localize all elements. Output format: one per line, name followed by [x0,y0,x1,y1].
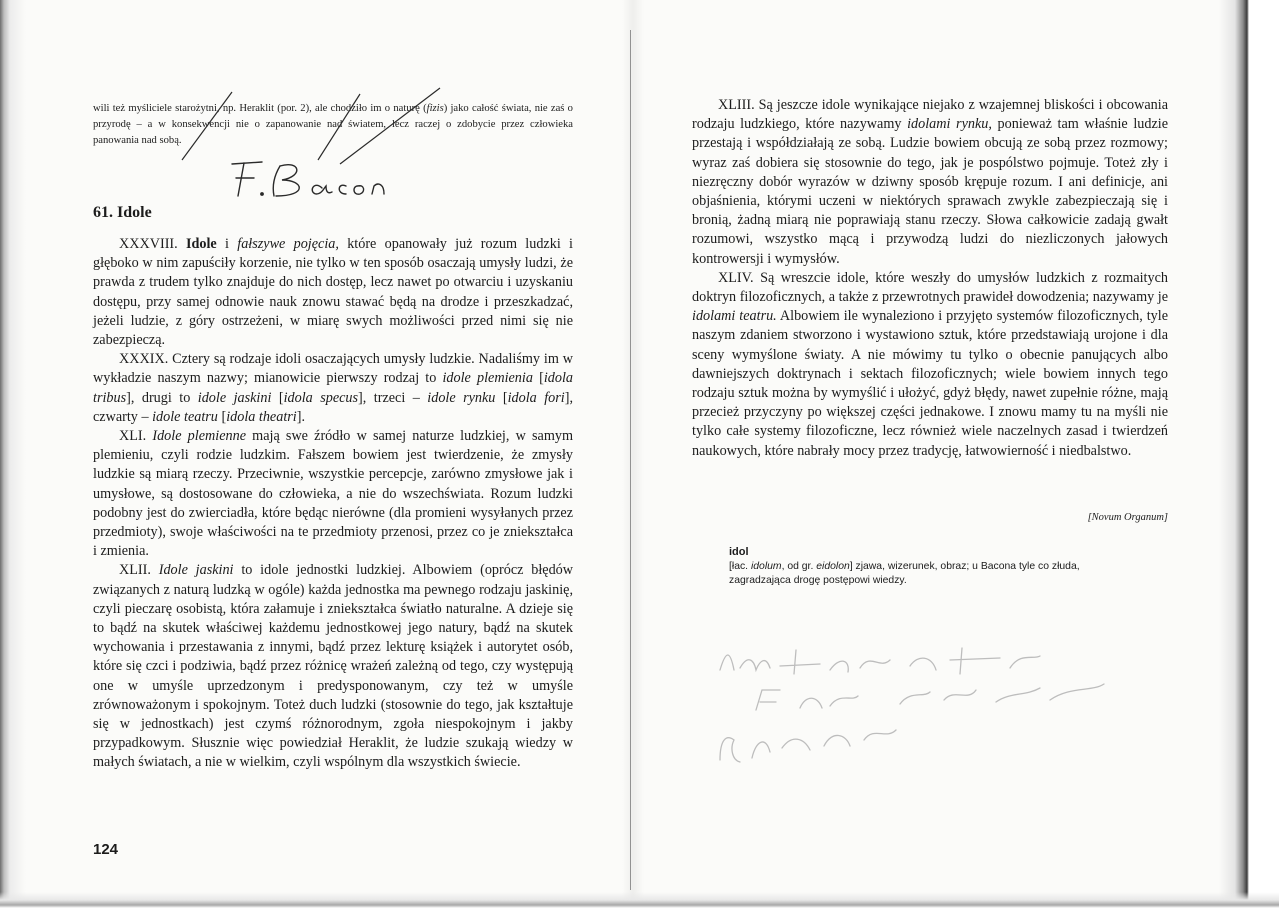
footnote-text-b: ) jako całość świata, nie zaś o przyrodę – a w konsekwencji nie o zapanowanie nad światem, lecz raczej o zdobycie przez człowieka panowania nad sobą. [93,103,573,146]
source-citation: [Novum Organum] [1087,512,1168,523]
faint-pencil-scribbles [700,630,1150,800]
glossary-term: idol [729,546,749,558]
paragraph-xxxviii: XXXVIII. Idole i fałszywe pojęcia, które opanowały już rozum ludzki i głęboko w nim zapuściły korzenie, nie tylko w ten sposób osaczają umysły ludzi, że prawda z trudem tylko znajduje do nich dostęp, lecz nawet po otwarciu i uzyskaniu dostępu, przy samej odnowie nauk znowu stawać będą na drodze i przeszkadzać, jeżeli ludzie, z góry ostrzeżeni, w miarę swych możliwości przed nimi się nie zabezpieczą. [93,236,573,349]
scan-bottom-edge-shadow [0,892,1279,918]
glossary-box [729,545,1139,589]
paragraph-xxxix: XXXIX. Cztery są rodzaje idoli osaczających umysły ludzkie. Nadaliśmy im w wykładzie naszym nazwy; mianowicie pierwszy rodzaj to idole plemienia [idola tribus], drugi to idole jaskini [idola specus], trzeci – idole rynku [idola fori], czwarty – idole teatru [idola theatri]. [93,351,573,425]
left-page-body [93,235,573,773]
pen-strikethrough-marks [170,86,460,166]
footnote-text-a: wili też myśliciele starożytni, np. Heraklit (por. 2), ale chodziło im o naturę ( [93,103,427,114]
glossary-definition: [łac. idolum, od gr. eidolon] zjawa, wizerunek, obraz; u Bacona tyle co złuda, zagradzająca drogę postępowi wiedzy. [729,560,1080,586]
paragraph-xlii: XLII. Idole jaskini to idole jednostki ludzkiej. Albowiem (oprócz błędów związanych z naturą ludzką w ogóle) każda jednostka ma pewnego rodzaju jaskinię, czyli pieczarę osobistą, która załamuje i zniekształca światło naturalne. A dzieje się to bądź na skutek właściwej każdemu jednostkowej jego natury, bądź na skutek wychowania i przestawania z innymi, bądź przez lekturę książek i autorytet osób, które się czci i podziwia, bądź przez różnicę wrażeń zależną od tego, czy występują one w umyśle uprzedzonym i predysponowanym, czy też w umyśle zrównoważonym i spokojnym. Toteż duch ludzki (stosownie do tego, jak kształtuje się w jednostkach) jest czymś różnorodnym, zgoła niespokojnym i jakby przypadkowym. Słusznie więc powiedział Heraklit, że ludzie szukają wiedzy w małych światach, a nie w wielkim, czyli wspólnym dla wszystkich świecie. [93,562,574,771]
book-gutter-line [630,30,631,890]
section-title: 61. Idole [93,204,152,221]
paragraph-xliv: XLIV. Są wreszcie idole, które weszły do umysłów ludzkich z rozmaitych doktryn filozoficznych, a także z przewrotnych prawideł dowodzenia; nazywamy je idolami teatru. Albowiem ile wynaleziono i przyjęto systemów filozoficznych, tyle naszym zdaniem stworzono i wystawiono sztuk, które przedstawiają urojone i dla sceny wymyślone światy. A nie mówimy tu tylko o obecnie panujących albo dawniejszych doktrynach i sektach filozoficznych; wiele bowiem innych tego rodzaju sztuk można by wymyślić i ułożyć, gdyż błędy, nawet zupełnie różne, mają przecież przyczyny po większej części jednakowe. I znowu mamy tu na myśli nie tylko całe systemy filozoficzne, lecz również wiele naczelnych zasad i twierdzeń naukowych, które nabrały mocy przez tradycję, łatwowierność i niedbalstwo. [692,269,1168,459]
scan-right-edge-shadow [1219,0,1279,918]
book-gutter-shadow [622,0,644,918]
scan-left-edge-shadow [0,0,26,918]
paragraph-xliii: XLIII. Są jeszcze idole wynikające niejako z wzajemnej bliskości i obcowania rodzaju ludzkiego, które nazywamy idolami rynku, ponieważ tam właśnie ludzie przestają i współdziałają ze sobą. Ludzie bowiem obcują ze sobą przez rozmowy; wyraz zaś dobiera się stosownie do tego, jak je pospólstwo pojmuje. Toteż zły i niezręczny dobór wyrazów w dziwny sposób krępuje rozum. I ani definicje, ani objaśnienia, którymi uczeni w niektórych sprawach zwykle zabezpieczają się i bronią, żadną miarą nie poprawiają stanu rzeczy. Słowa całkowicie zadają gwałt rozumowi, wszystko mącą i przywodzą ludzi do niezliczonych jałowych kontrowersji i wymysłów. [692,97,1169,267]
right-page-body [692,96,1168,461]
paragraph-xli: XLI. Idole plemienne mają swe źródło w samej naturze ludzkiej, w samym plemieniu, czyli rodzie ludzkim. Fałszem bowiem jest twierdzenie, że zmysły ludzkie są miarą rzeczy. Przeciwnie, wszystkie percepcje, zarówno zmysłowe jak i umysłowe, są dostosowane do człowieka, a nie do wszechświata. Rozum ludzki podobny jest do zwierciadła, które będąc nierówne (dla promieni wysyłanych przez przedmioty), swoje właściwości na te przedmioty przenosi, przez co je zniekształca i zmienia. [93,428,573,560]
handwritten-signature [222,156,392,202]
footnote-term-fizis: fizis [426,103,444,114]
page-number: 124 [93,841,119,858]
